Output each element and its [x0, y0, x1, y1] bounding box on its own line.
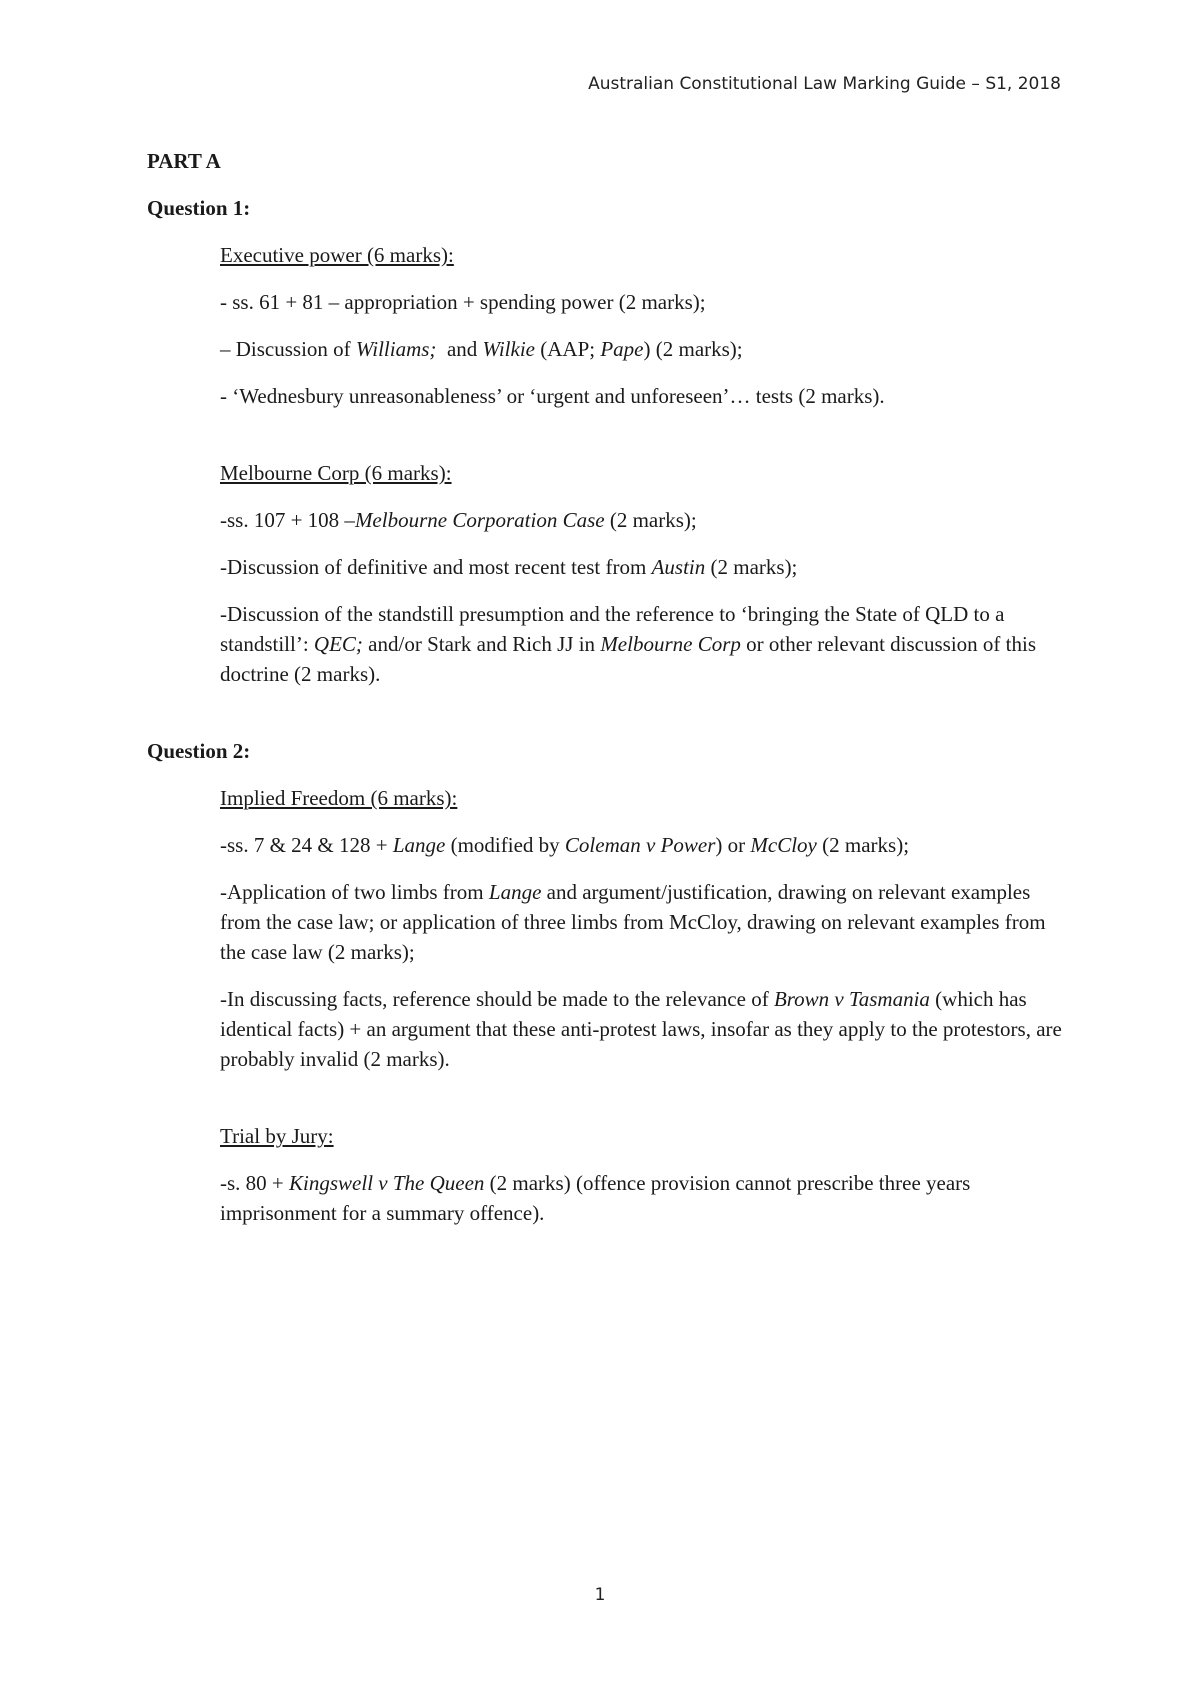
text-run: (which has identical facts) + an argument that these anti-protest laws, insofar as they apply to the protestors, are probably invalid (2 marks). — [220, 987, 1062, 1071]
trial-by-jury-heading: Trial by Jury: — [220, 1124, 334, 1148]
text-run: (modified by — [445, 833, 565, 857]
executive-item-3: - ‘Wednesbury unreasonableness’ or ‘urgent and unforeseen’… tests (2 marks). — [220, 384, 885, 408]
document-body — [147, 146, 1067, 1245]
text-run: -Discussion of the standstill presumption and the reference to ‘bringing the State of QLD to a standstill’: — [220, 602, 1005, 656]
case-name: Austin — [651, 555, 706, 579]
question-2-body — [147, 783, 1067, 1228]
case-name: Kingswell v The Queen — [289, 1171, 485, 1195]
case-name: McCloy — [750, 833, 817, 857]
text-run: -ss. 107 + 108 – — [220, 508, 355, 532]
question-1-body — [147, 240, 1067, 689]
case-name: Lange — [488, 880, 542, 904]
executive-item-1: - ss. 61 + 81 – appropriation + spending power (2 marks); — [220, 290, 706, 314]
question-1-title: Question 1: — [147, 196, 251, 220]
case-name: Coleman v Power — [564, 833, 716, 857]
implied-freedom-heading: Implied Freedom (6 marks): — [220, 786, 458, 810]
text-run: -Discussion of definitive and most recent test from — [220, 555, 652, 579]
melbourne-item-2 — [220, 552, 1067, 582]
implied-item-3 — [220, 984, 1067, 1074]
case-name: Melbourne Corp — [600, 632, 741, 656]
text-run: -ss. 7 & 24 & 128 + — [220, 833, 393, 857]
spacer — [147, 706, 1067, 736]
text-run: (2 marks) (offence provision cannot prescribe three years imprisonment for a summary offence). — [220, 1171, 971, 1225]
part-title: PART A — [147, 149, 221, 173]
text-run: or other relevant discussion of this doctrine (2 marks). — [220, 632, 1036, 686]
melbourne-item-3 — [220, 599, 1067, 689]
implied-item-2 — [220, 877, 1067, 967]
case-name: Williams; — [355, 337, 437, 361]
jury-item-1 — [220, 1168, 1067, 1228]
executive-power-heading: Executive power (6 marks): — [220, 243, 454, 267]
case-name: Pape — [600, 337, 644, 361]
page-number: 1 — [594, 1585, 606, 1605]
case-name: QEC; — [313, 632, 363, 656]
case-name: Melbourne Corporation Case — [354, 508, 605, 532]
text-run: (2 marks); — [816, 833, 910, 857]
text-run: (2 marks); — [705, 555, 798, 579]
melbourne-corp-heading: Melbourne Corp (6 marks): — [220, 461, 452, 485]
melbourne-item-1 — [220, 505, 1067, 535]
question-2-title: Question 2: — [147, 739, 251, 763]
text-run: -s. 80 + — [220, 1171, 290, 1195]
text-run: – Discussion of — [220, 337, 356, 361]
text-run: (AAP; — [535, 337, 601, 361]
executive-item-2 — [220, 334, 1067, 364]
text-run: ) or — [715, 833, 751, 857]
text-run: (2 marks); — [604, 508, 697, 532]
text-run: and argument/justification, drawing on relevant examples from the case law; or application of three limbs from McCloy, drawing on relevant examples from the case law (2 marks); — [220, 880, 1046, 964]
case-name: Brown v Tasmania — [773, 987, 930, 1011]
text-run: ) (2 marks); — [643, 337, 743, 361]
case-name: Lange — [392, 833, 446, 857]
text-run: and — [436, 337, 483, 361]
text-run: -Application of two limbs from — [220, 880, 489, 904]
text-run: -In discussing facts, reference should be made to the relevance of — [220, 987, 774, 1011]
running-header: Australian Constitutional Law Marking Guide – S1, 2018 — [588, 74, 1061, 94]
implied-item-1 — [220, 830, 1067, 860]
text-run: and/or Stark and Rich JJ in — [362, 632, 601, 656]
spacer — [220, 1091, 1067, 1121]
spacer — [220, 428, 1067, 458]
case-name: Wilkie — [482, 337, 535, 361]
